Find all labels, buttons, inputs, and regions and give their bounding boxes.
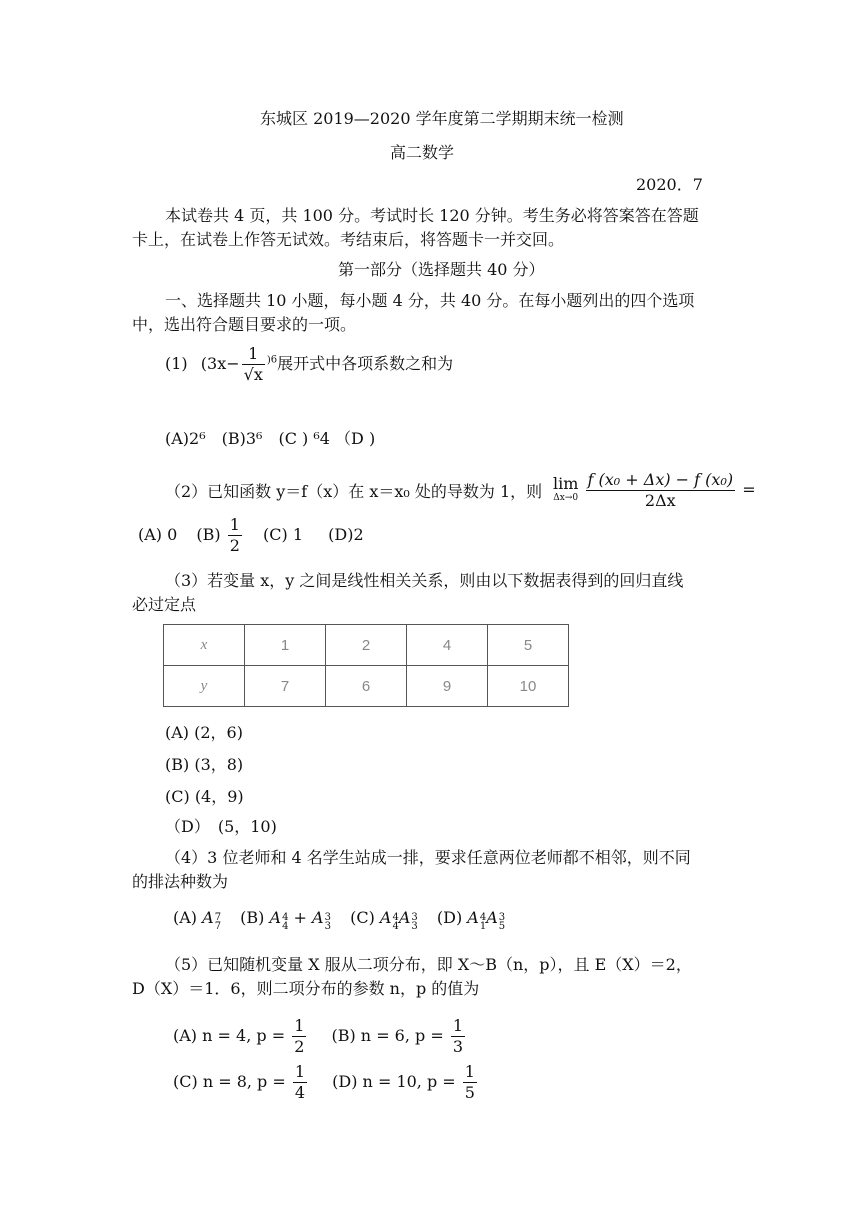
intro-line-2: 卡上，在试卷上作答无试效。考结束后，将答题卡一并交回。 — [132, 230, 565, 249]
q5-line-1: （5）已知随机变量 X 服从二项分布，即 X～B（n，p），且 E（X）＝2， — [165, 955, 692, 974]
table-row: y 7 6 9 10 — [164, 666, 569, 707]
q3-line-1: （3）若变量 x，y 之间是线性相关关系，则由以下数据表得到的回归直线 — [165, 571, 684, 590]
q1-fraction: $\frac{1}{√x}$ — [243, 344, 263, 384]
part1-instruction-1: 一、选择题共 10 小题，每小题 4 分，共 40 分。在每小题列出的四个选项 — [165, 291, 695, 310]
q1-text: 展开式中各项系数之和为 — [277, 354, 454, 373]
q1-expr: (3x− — [200, 354, 240, 373]
q1-options: (A)2⁶ (B)3⁶ (C ) ⁶4 （D ) — [165, 429, 376, 448]
table-row: x 1 2 4 5 — [164, 625, 569, 666]
exam-title: 东城区 2019—2020 学年度第二学期期末统一检测 — [260, 109, 624, 128]
intro-line-1: 本试卷共 4 页，共 100 分。考试时长 120 分钟。考生务必将答案答在答题 — [165, 206, 699, 225]
q1-exponent: 6 — [270, 354, 278, 366]
part1-instruction-2: 中，选出符合题目要求的一项。 — [132, 315, 357, 334]
q4-line-1: （4）3 位老师和 4 名学生站成一排，要求任意两位老师都不相邻，则不同 — [165, 848, 691, 867]
exam-date: 2020．7 — [636, 175, 703, 194]
q5-line-2: D（X）＝1．6，则二项分布的参数 n，p 的值为 — [132, 979, 480, 998]
subject-title: 高二数学 — [390, 143, 455, 162]
q4-line-2: 的排法种数为 — [132, 872, 229, 891]
q3-option-c: (C) (4，9) — [165, 787, 244, 806]
q3-option-d: （D） (5，10) — [165, 817, 277, 836]
q2-limit: lim Δx→0 $\frac{\text{f (x₀ + Δx) − f (x₀)}}{2\Delta x}$ = — [553, 470, 756, 510]
q2-fraction: $\frac{\text{f (x₀ + Δx) − f (x₀)}}{2\Delta x}$ — [587, 470, 734, 510]
part1-title: 第一部分（选择题共 40 分） — [338, 260, 545, 279]
q3-line-2: 必过定点 — [132, 595, 197, 614]
q3-option-a: (A) (2，6) — [165, 723, 243, 742]
q2-text: （2）已知函数 y＝f（x）在 x＝x₀ 处的导数为 1，则 — [165, 482, 543, 501]
q1-number: (1) — [165, 354, 188, 373]
q5-options-row-1: (A) n = 4, p = $\frac{1}{2}$ (B) n = 6, p = $\frac{1}{3}$ — [173, 1016, 464, 1056]
q4-options: (A) A 7 7 (B) A 4 4 + A 3 3 (C) A 4 4 A 3 3 (D) A 4 1 A 3 5 — [173, 908, 506, 932]
q2-options: (A) 0 (B) $\frac{1}{2}$ (C) 1 (D)2 — [138, 515, 364, 555]
q3-option-b: (B) (3，8) — [165, 755, 244, 774]
q5-options-row-2: (C) n = 8, p = $\frac{1}{4}$ (D) n = 10, p = $\frac{1}{5}$ — [173, 1062, 475, 1102]
q3-data-table — [163, 624, 569, 707]
question-1: (1) (3x− $\frac{1}{√x}$ $^{)6}$展开式中各项系数之和为 — [165, 344, 454, 384]
